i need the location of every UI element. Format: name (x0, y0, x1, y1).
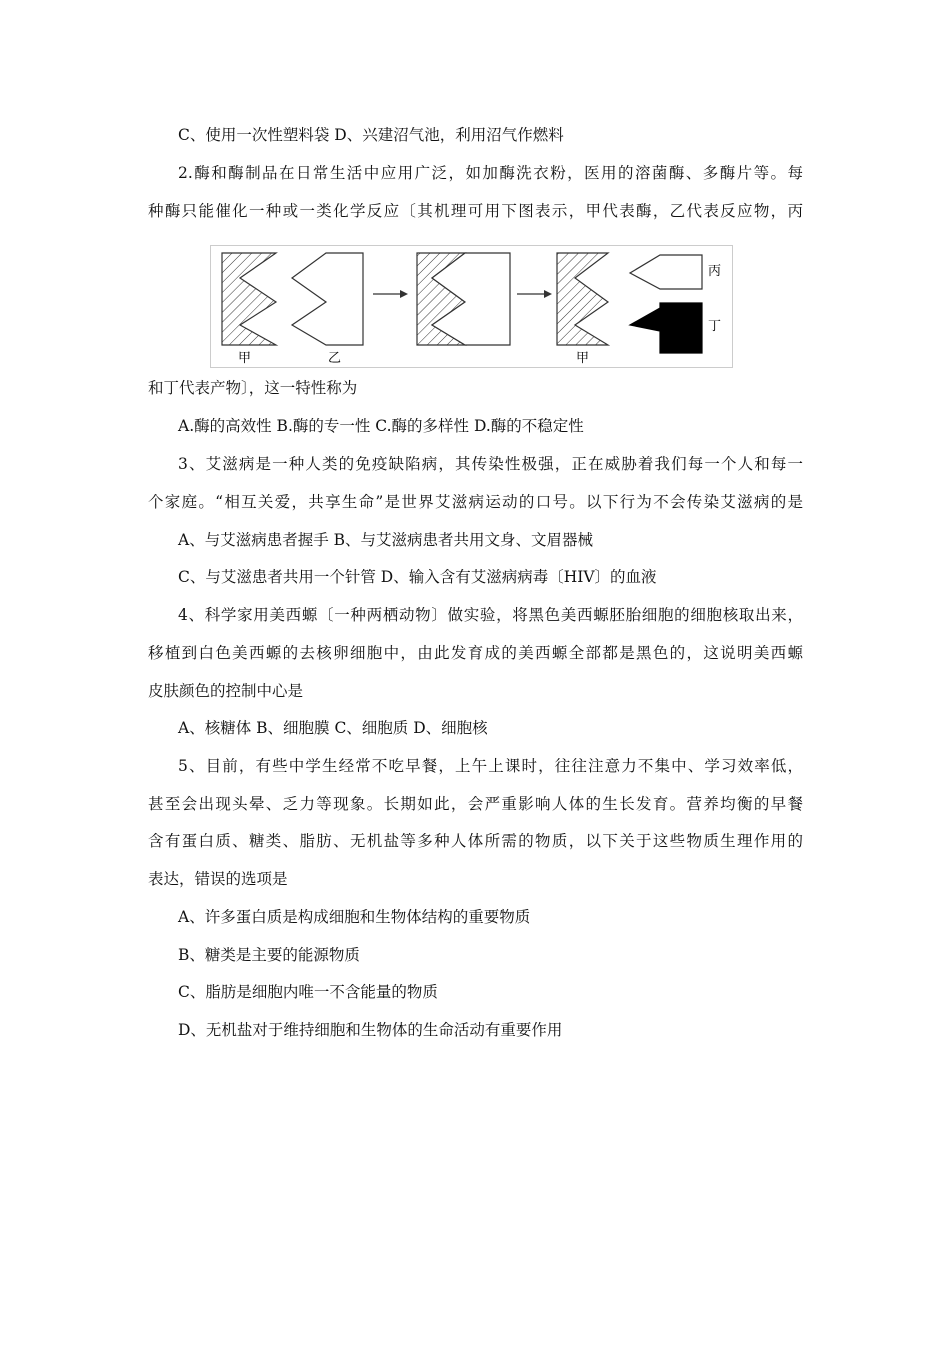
question-2-options: A.酶的高效性 B.酶的专一性 C.酶的多样性 D.酶的不稳定性 (178, 417, 584, 435)
question-2-line-1: 2.酶和酶制品在日常生活中应用广泛，如加酶洗衣粉，医用的溶菌酶、多酶片等。每 (178, 164, 803, 182)
label-ding: 丁 (708, 319, 722, 334)
label-yi: 乙 (328, 351, 342, 366)
question-5-option-d: D、无机盐对于维持细胞和生物体的生命活动有重要作用 (178, 1021, 563, 1039)
question-5-option-b: B、糖类是主要的能源物质 (178, 946, 360, 964)
label-jia: 甲 (576, 351, 590, 366)
question-3-line-1: 3、艾滋病是一种人类的免疫缺陷病，其传染性极强，正在威胁着我们每一个人和每一 (178, 455, 803, 473)
question-4-line-3: 皮肤颜色的控制中心是 (148, 682, 304, 700)
question-2-line-3: 和丁代表产物〕，这一特性称为 (148, 379, 358, 397)
question-4-options: A、核糖体 B、细胞膜 C、细胞质 D、细胞核 (178, 719, 488, 737)
question-5-line-3: 含有蛋白质、糖类、脂肪、无机盐等多种人体所需的物质，以下关于这些物质生理作用的 (148, 832, 803, 850)
question-5-option-c: C、脂肪是细胞内唯一不含能量的物质 (178, 983, 438, 1001)
question-5-line-2: 甚至会出现头晕、乏力等现象。长期如此，会严重影响人体的生长发育。营养均衡的早餐 (148, 795, 803, 813)
question-3-line-2: 个家庭。“相互关爱，共享生命”是世界艾滋病运动的口号。以下行为不会传染艾滋病的是 (148, 493, 803, 511)
label-bing: 丙 (708, 264, 722, 279)
enzyme-mechanism-diagram (210, 245, 733, 368)
question-3-options-ab: A、与艾滋病患者握手 B、与艾滋病患者共用文身、文眉器械 (178, 531, 594, 549)
question-5-line-4: 表达，错误的选项是 (148, 870, 288, 888)
question-5-line-1: 5、目前，有些中学生经常不吃早餐，上午上课时，往往注意力不集中、学习效率低， (178, 757, 803, 775)
question-3-options-cd: C、与艾滋患者共用一个针管 D、输入含有艾滋病病毒〔HIV〕的血液 (178, 568, 657, 586)
text-line: C、使用一次性塑料袋 D、兴建沼气池，利用沼气作燃料 (178, 126, 564, 144)
question-2-line-2: 种酶只能催化一种或一类化学反应〔其机理可用下图表示，甲代表酶，乙代表反应物，丙 (148, 202, 803, 220)
question-4-line-2: 移植到白色美西螈的去核卵细胞中，由此发育成的美西螈全部都是黑色的，这说明美西螈 (148, 644, 803, 662)
label-jia: 甲 (238, 351, 252, 366)
question-5-option-a: A、许多蛋白质是构成细胞和生物体结构的重要物质 (178, 908, 531, 926)
question-4-line-1: 4、科学家用美西螈〔一种两栖动物〕做实验，将黑色美西螈胚胎细胞的细胞核取出来， (178, 606, 803, 624)
